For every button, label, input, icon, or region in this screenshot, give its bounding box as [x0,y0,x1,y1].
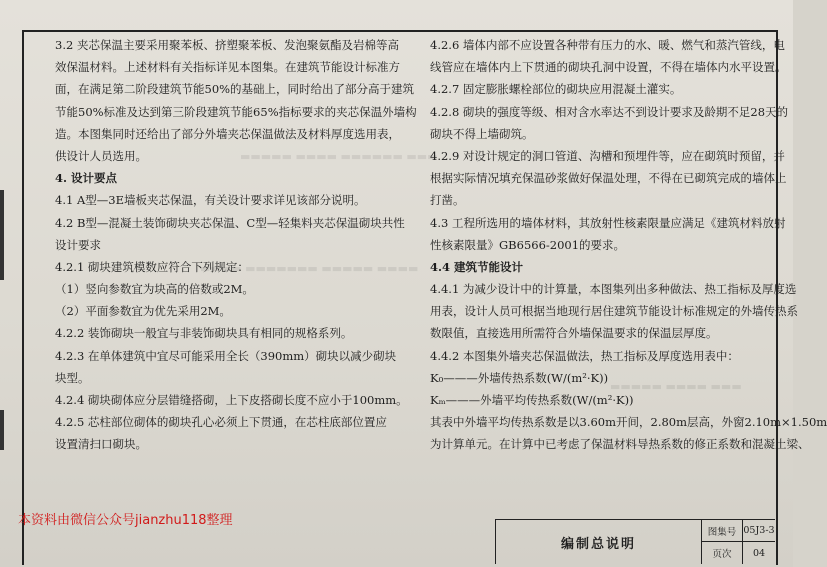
page-number-value: 04 [752,547,766,559]
bleed-through-decoration: ▬▬▬▬▬ ▬▬▬▬ ▬▬▬▬▬▬ ▬▬▬ [240,150,438,163]
text-line: 4.2.4 砌块砌体应分层错缝搭砌，上下皮搭砌长度不应小于100mm。 [55,393,408,407]
text-line: 性核素限量》GB6566-2001的要求。 [430,237,626,252]
text-line: （1）竖向参数宜为块高的倍数或2M。 [55,282,254,297]
page-number-label: 页次 [702,542,743,564]
text-line: 4.2.9 对设计规定的洞口管道、沟槽和预埋件等，应在砌筑时预留，并 [430,148,785,163]
text-line: 效保温材料。上述材料有关指标详见本图集。在建筑节能设计标准方 [55,60,400,75]
text-line: 3.2 夹芯保温主要采用聚苯板、挤塑聚苯板、发泡聚氨酯及岩棉等高 [55,38,399,52]
text-line: （2）平面参数宜为优先采用2M。 [55,304,231,319]
section-heading: 4. 设计要点 [55,171,118,186]
text-line: 4.2.7 固定膨胀螺栓部位的砌块应用混凝土灌实。 [430,82,682,97]
text-line: 用表，设计人员可根据当地现行居住建筑节能设计标准规定的外墙传热系 [430,304,798,319]
watermark-text: 本资料由微信公众号jianzhu118整理 [18,513,233,528]
bleed-through-decoration: ▬▬▬▬ ▬▬▬▬▬▬▬ ▬▬▬▬▬ ▬▬▬▬ [200,262,419,275]
notes-right-column [430,34,827,456]
text-line: 打凿。 [430,193,465,208]
text-line: 4.3 工程所选用的墙体材料，其放射性核素限量应满足《建筑材料放射 [430,215,786,230]
text-line: 块型。 [55,370,90,385]
text-line: 4.2.8 砌块的强度等级、相对含水率达不到设计要求及龄期不足28天的 [430,104,789,119]
text-line: 线管应在墙体内上下贯通的砌块孔洞中设置，不得在墙体内水平设置。 [430,60,787,75]
text-line: 根据实际情况填充保温砂浆做好保温处理，不得在已砌筑完成的墙体上 [430,171,787,186]
text-line: 4.4.2 本图集外墙夹芯保温做法，热工指标及厚度选用表中： [430,348,739,363]
text-line: 面，在满足第二阶段建筑节能50%的基础上，同时给出了部分高于建筑 [55,82,415,97]
text-line: 4.2.3 在单体建筑中宜尽可能采用全长（390mm）砌块以减少砌块 [55,348,397,363]
text-line: 其表中外墙平均传热系数是以3.60m开间，2.80m层高，外窗2.10m×1.50m [430,415,827,430]
text-line: 设计要求 [55,237,101,252]
text-line: 4.2 B型—混凝土装饰砌块夹芯保温、C型—轻集料夹芯保温砌块共性 [55,215,405,230]
text-line: 4.1 A型—3E墙板夹芯保温，有关设计要求详见该部分说明。 [55,193,366,208]
atlas-number-label: 图集号 [702,520,743,542]
text-line: 为计算单元。在计算中已考虑了保温材料导热系数的修正系数和混凝土梁、 [430,437,810,452]
text-line: 造。本图集同时还给出了部分外墙夹芯保温做法及材料厚度选用表， [55,126,400,141]
formula-line: K₀———外墙传热系数(W/(m²·K)) [430,370,609,385]
text-line: 供设计人员选用。 [55,148,147,163]
atlas-number-value: 05J3-3 [743,520,775,542]
text-line: 节能50%标准及达到第三阶段建筑节能65%指标要求的夹芯保温外墙构 [55,104,417,119]
text-line: 设置清扫口砌块。 [55,437,147,452]
section-heading: 4.4 建筑节能设计 [430,259,524,274]
notes-left-column [55,34,417,456]
text-line: 4.4.1 为减少设计中的计算量，本图集列出多种做法、热工指标及厚度选 [430,282,797,297]
binding-mark [0,410,4,450]
title-block [495,519,775,564]
text-line: 砌块不得上墙砌筑。 [430,126,534,141]
text-line: 4.2.2 装饰砌块一般宜与非装饰砌块具有相同的规格系列。 [55,326,353,341]
text-line: 4.2.5 芯柱部位砌体的砌块孔心必须上下贯通，在芯柱底部位置应 [55,415,387,430]
text-line: 4.2.1 砌块建筑模数应符合下列规定： [55,259,249,274]
formula-line: Kₘ———外墙平均传热系数(W/(m²·K)) [430,393,634,407]
binding-mark [0,190,4,280]
sheet-title: 编制总说明 [496,520,702,564]
text-line: 数限值，直接选用所需符合外墙保温要求的保温层厚度。 [430,326,718,341]
bleed-through-decoration: ▬▬▬▬▬ ▬▬▬▬ ▬▬▬ [610,380,742,393]
text-line: 4.2.6 墙体内部不应设置各种带有压力的水、暖、燃气和蒸汽管线，电 [430,38,785,52]
